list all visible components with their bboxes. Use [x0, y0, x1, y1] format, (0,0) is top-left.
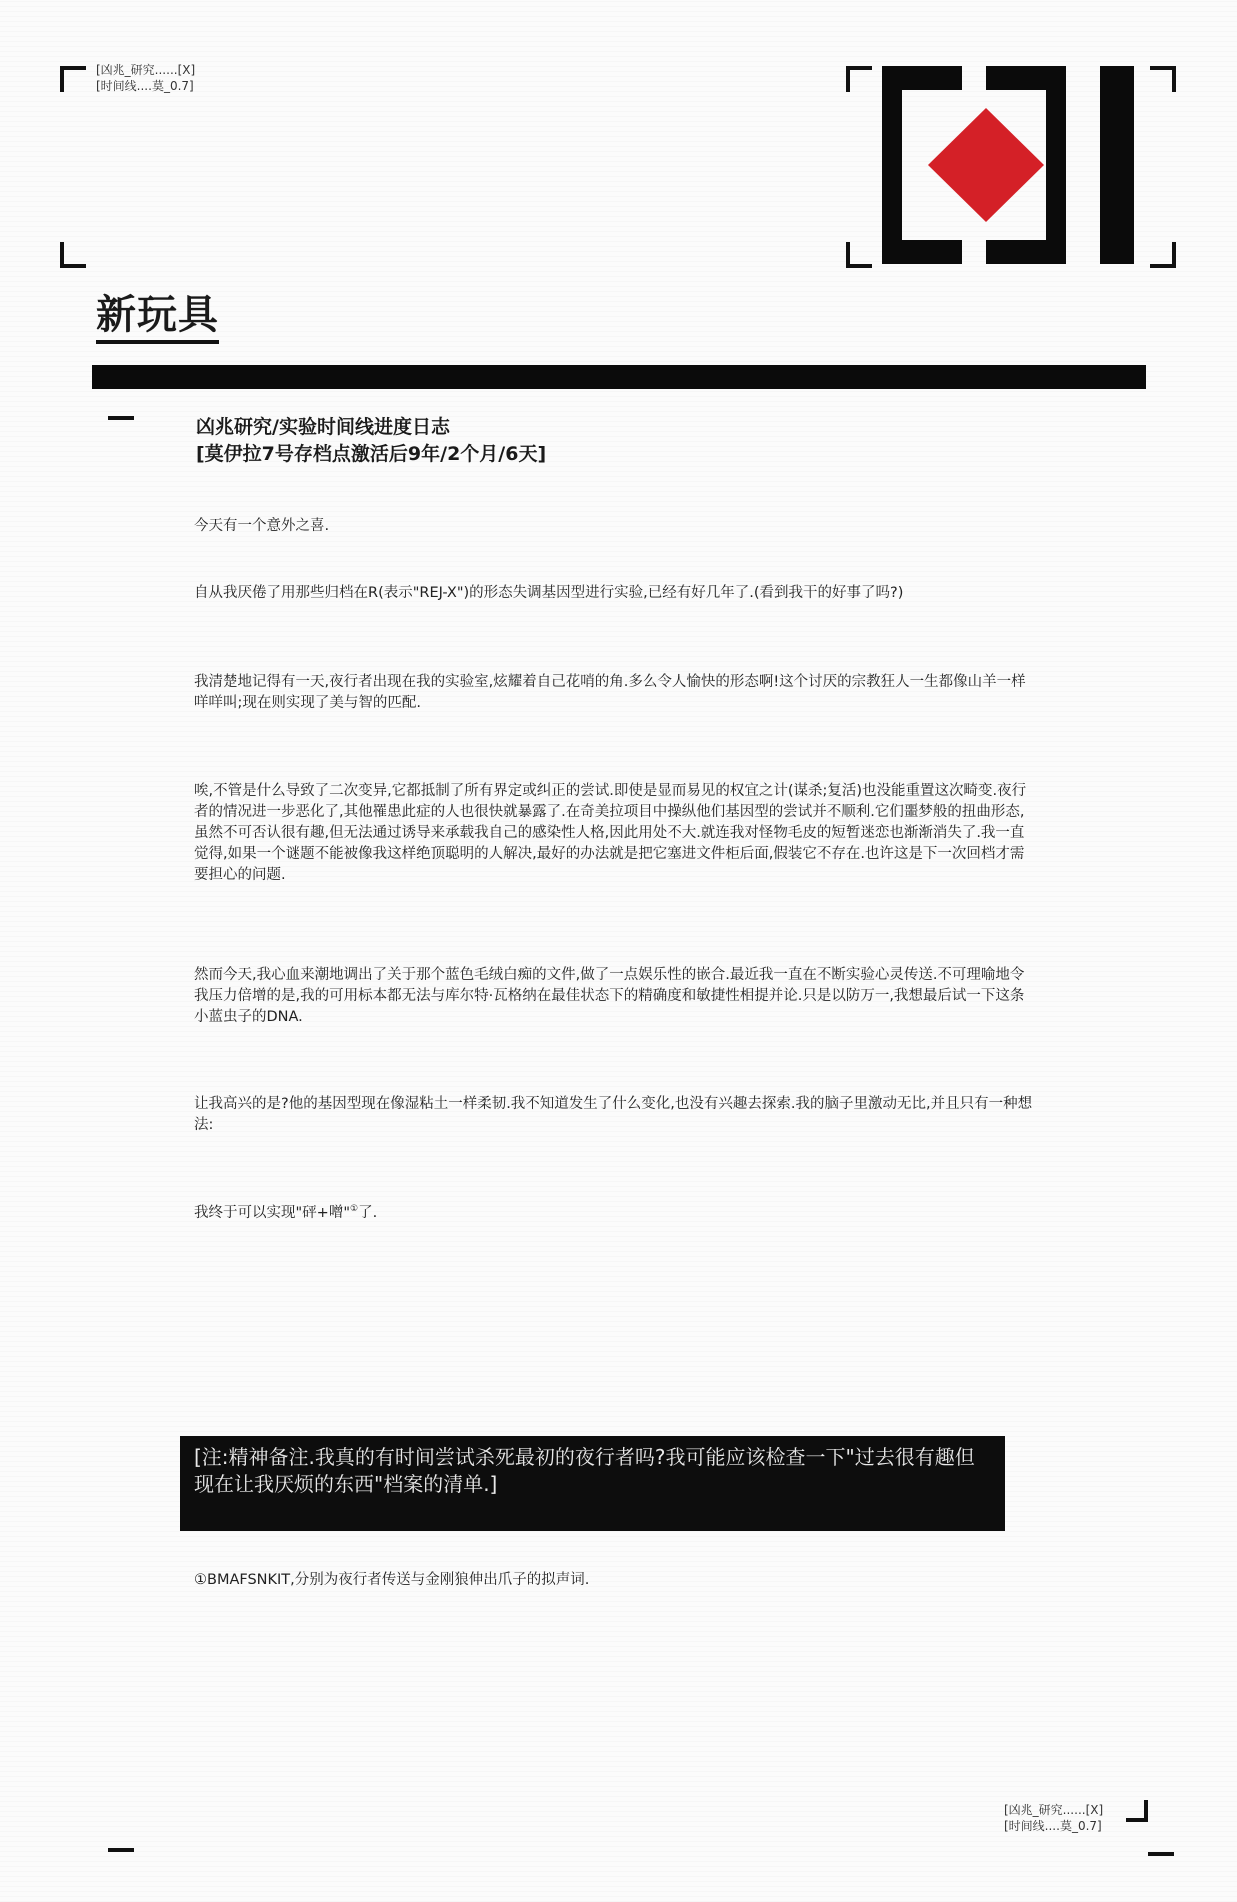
paragraph-7	[194, 1199, 1034, 1224]
side-dash-bottom-left	[108, 1848, 134, 1852]
frame-corner-bottom-left	[60, 242, 86, 268]
mental-note-text: [注:精神备注.我真的有时间尝试杀死最初的夜行者吗?我可能应该检查一下"过去很有趣但现在让我厌烦的东西"档案的清单.]	[194, 1445, 975, 1496]
paragraph-3: 我清楚地记得有一天,夜行者出现在我的实验室,炫耀着自己花哨的角.多么令人愉快的形态啊!这个讨厌的宗教狂人一生都像山羊一样咩咩叫;现在则实现了美与智的匹配.	[194, 674, 1026, 711]
header-tag	[96, 62, 195, 94]
paragraph-7-text: 我终于可以实现"砰+噌"	[194, 1204, 350, 1221]
paragraph-1: 今天有一个意外之喜.	[194, 518, 330, 534]
title-rule	[92, 365, 1146, 389]
paragraph-2: 自从我厌倦了用那些归档在R(表示"REJ-X")的形态失调基因型进行实验,已经有好几年了.(看到我干的好事了吗?)	[194, 585, 904, 601]
paragraph-7-end: 了.	[358, 1204, 378, 1221]
logo-corner-bottom-right	[1150, 242, 1176, 268]
logo-corner-top-right	[1150, 66, 1176, 92]
paragraph-5: 然而今天,我心血来潮地调出了关于那个蓝色毛绒白痴的文件,做了一点娱乐性的嵌合.最近我一直在不断实验心灵传送.不可理喻地令我压力倍增的是,我的可用标本都无法与库尔特·瓦格纳在最佳状态下的精确度和敏捷性相提并论.只是以防万一,我想最后试一下这条小蓝虫子的DNA.	[194, 967, 1025, 1025]
log-heading-line2: [莫伊拉7号存档点激活后9年/2个月/6天]	[196, 443, 547, 465]
footer-tag-line2: [时间线....莫_0.7]	[1004, 1819, 1102, 1833]
footnote-marker: ①	[350, 1204, 359, 1214]
mental-note-box	[180, 1436, 1005, 1531]
side-dash-bottom-right	[1148, 1852, 1174, 1856]
log-heading	[196, 414, 546, 468]
omen-logo-icon	[878, 66, 1140, 266]
frame-corner-top-left	[60, 66, 86, 92]
page-title: 新玩具	[96, 292, 219, 344]
footnote: ①BMAFSNKIT,分别为夜行者传送与金刚狼伸出爪子的拟声词.	[194, 1572, 590, 1588]
logo-corner-top-left	[846, 66, 872, 92]
paragraph-6: 让我高兴的是?他的基因型现在像湿粘土一样柔韧.我不知道发生了什么变化,也没有兴趣去探索.我的脑子里激动无比,并且只有一种想法:	[194, 1096, 1033, 1133]
header-tag-line2: [时间线....莫_0.7]	[96, 79, 194, 93]
footer-tag-line1: [凶兆_研究......[X]	[1004, 1803, 1104, 1817]
side-dash-top	[108, 416, 134, 420]
header-tag-line1: [凶兆_研究......[X]	[96, 63, 196, 77]
footer-tag	[1004, 1802, 1103, 1834]
log-heading-line1: 凶兆研究/实验时间线进度日志	[196, 416, 450, 438]
frame-corner-bottom-right	[1126, 1800, 1148, 1822]
logo-diamond	[928, 108, 1044, 222]
paragraph-4: 唉,不管是什么导致了二次变异,它都抵制了所有界定或纠正的尝试.即使是显而易见的权宜之计(谋杀;复活)也没能重置这次畸变.夜行者的情况进一步恶化了,其他罹患此症的人也很快就暴露了.在奇美拉项目中操纵他们基因型的尝试并不顺利.它们噩梦般的扭曲形态,虽然不可否认很有趣,但无法通过诱导来承载我自己的感染性人格,因此用处不大.就连我对怪物毛皮的短暂迷恋也渐渐消失了.我一直觉得,如果一个谜题不能被像我这样绝顶聪明的人解决,最好的办法就是把它塞进文件柜后面,假装它不存在.也许这是下一次回档才需要担心的问题.	[194, 783, 1027, 883]
logo-corner-bottom-left	[846, 242, 872, 268]
